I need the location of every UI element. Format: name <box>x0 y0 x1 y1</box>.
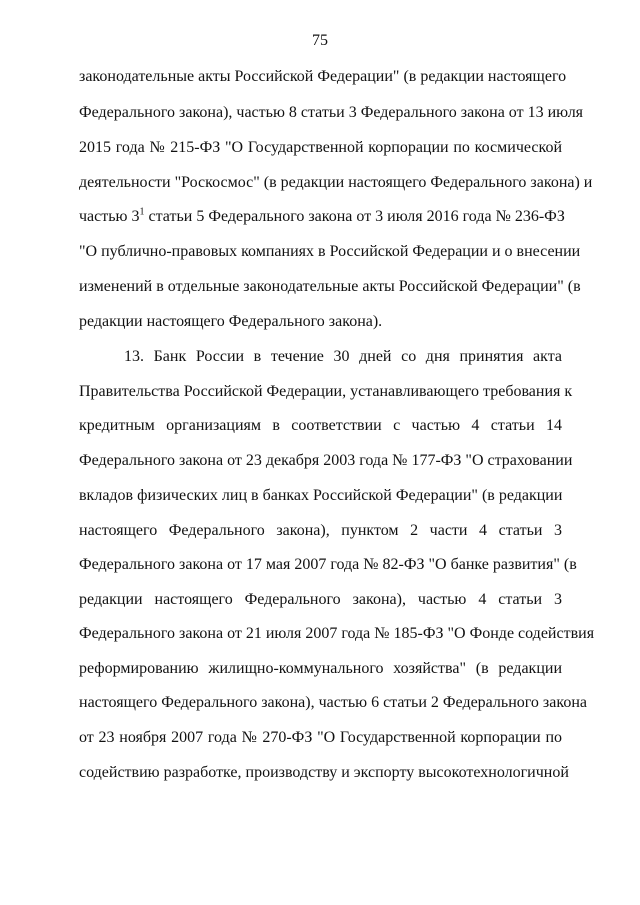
text-segment: статьи 5 Федерального закона от 3 июля 2016 года № 236-ФЗ <box>144 208 565 225</box>
text-line: Федерального закона от 17 мая 2007 года № 82-ФЗ "О банке развития" (в <box>79 556 577 573</box>
text-line: деятельности "Роскосмос" (в редакции настоящего Федерального закона) и <box>79 174 593 191</box>
text-line: Федерального закона), частью 8 статьи 3 Федерального закона от 13 июля <box>79 104 584 121</box>
text-line: вкладов физических лиц в банках Российской Федерации" (в редакции <box>79 487 563 504</box>
text-segment: частью 3 <box>79 208 140 225</box>
text-line: Федерального закона от 23 декабря 2003 года № 177-ФЗ "О страховании <box>79 452 573 469</box>
text-line: кредитным организациям в соответствии с частью 4 статьи 14 <box>79 417 562 434</box>
text-line: изменений в отдельные законодательные акты Российской Федерации" (в <box>79 278 581 295</box>
superscript: 1 <box>139 206 145 218</box>
text-line: Правительства Российской Федерации, устанавливающего требования к <box>79 383 573 400</box>
text-line: редакции настоящего Федерального закона). <box>79 313 383 330</box>
text-line: 13. Банк России в течение 30 дней со дня принятия акта <box>124 348 562 365</box>
text-line: содействию разработке, производству и экспорту высокотехнологичной <box>79 764 569 781</box>
text-line: настоящего Федерального закона), частью 6 статьи 2 Федерального закона <box>79 694 587 711</box>
text-line: законодательные акты Российской Федерации" (в редакции настоящего <box>79 68 567 85</box>
text-line: 2015 года № 215-ФЗ "О Государственной корпорации по космической <box>79 139 562 156</box>
text-line <box>79 206 565 227</box>
page-number: 75 <box>312 32 328 49</box>
text-line: от 23 ноября 2007 года № 270-ФЗ "О Государственной корпорации по <box>79 729 562 746</box>
text-line: реформированию жилищно-коммунального хозяйства" (в редакции <box>79 660 562 677</box>
text-line: Федерального закона от 21 июля 2007 года № 185-ФЗ "О Фонде содействия <box>79 625 595 642</box>
text-line: настоящего Федерального закона), пунктом 2 части 4 статьи 3 <box>79 522 562 539</box>
text-line: редакции настоящего Федерального закона), частью 4 статьи 3 <box>79 591 562 608</box>
text-line: "О публично-правовых компаниях в Российской Федерации и о внесении <box>79 243 581 260</box>
